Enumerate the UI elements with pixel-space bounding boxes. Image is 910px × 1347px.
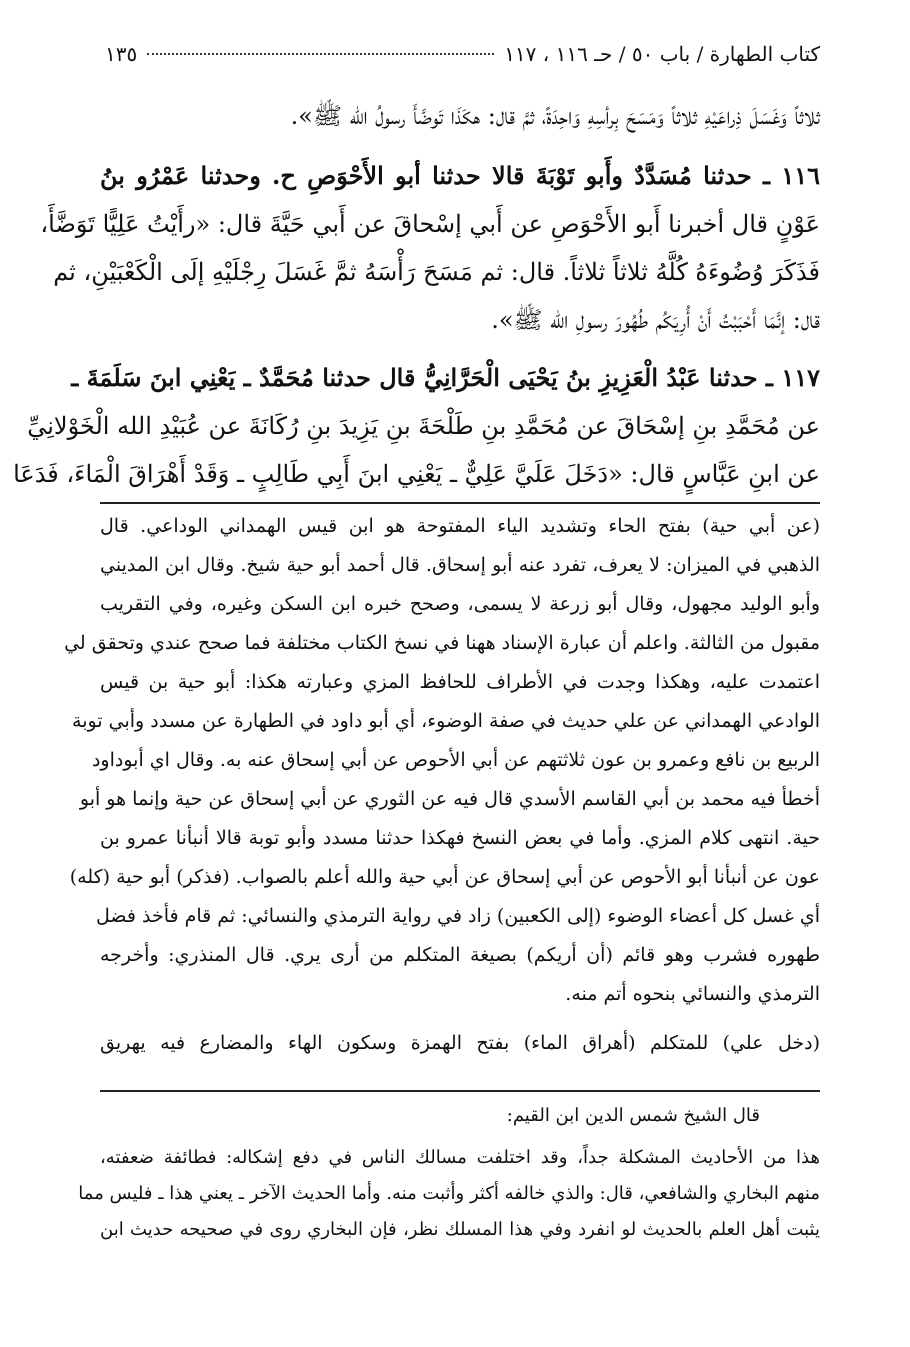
commentary-line: الربيع بن نافع وعمرو بن عون ثلاثتهم عن أبي الأحوص عن أبي إسحاق عنه به. وقال اي أبوداود <box>91 749 820 771</box>
hadith-line: قال: إنَّمَا أَحْبَبْتُ أَنْ أُرِيَكُم طُهُورَ رسولِ الله ﷺ». <box>491 306 820 334</box>
ibn-qayyim-line: يثبت أهل العلم بالحديث لو انفرد وفي هذا المسلك نظر، فإن البخاري روى في صحيحه حديث ابن <box>100 1219 820 1240</box>
ibn-qayyim-line: منهم البخاري والشافعي، قال: والذي خالفه أكثر وأثبت منه. وأما الحديث الآخر ـ يعني هذا ـ فليس مما <box>78 1183 820 1204</box>
book-title: كتاب الطهارة / باب ٥٠ / حـ ١١٦ ، ١١٧ <box>504 42 820 66</box>
commentary-line: الترمذي والنسائي بنحوه أتم منه. <box>565 983 820 1005</box>
commentary-line: اعتمدت عليه، وهكذا وجدت في الأطراف للحافظ المزي وعبارته هكذا: أبو حية بن قيس <box>100 671 820 693</box>
commentary-line: أخطأ فيه محمد بن أبي القاسم الأسدي قال فيه عن الثوري عن أبي إسحاق عن حية وإنما هو أبو <box>79 788 820 810</box>
commentary-line: عون عن أنبأنا أبو الأحوص عن أبي إسحاق عن أبي حية والله أعلم بالصواب. (فذكر) أبو حية (كله) <box>69 866 820 888</box>
commentary-line: أي غسل كل أعضاء الوضوء (إلى الكعبين) زاد في رواية الترمذي والنسائي: ثم قام فأخذ فضل <box>95 905 820 927</box>
commentary-line: طهوره فشرب وهو قائم (أن أريكم) بصيغة المتكلم من أرى يري. قال المنذري: وأخرجه <box>100 944 820 966</box>
hadith-line: عَوْنٍ قال أخبرنا أَبو الأَحْوَصِ عن أَبي إسْحاقَ عن أَبي حَيَّةَ قال: «رأَيْتُ عَلِيًّا تَوَضَّأَ، <box>40 210 820 238</box>
commentary-line: وأبو الوليد مجهول، وقال أبو زرعة لا يسمى، وصحح خبره ابن السكن وغيره، وفي التقريب <box>100 593 820 615</box>
dotted-leader <box>147 53 494 55</box>
running-header <box>105 42 820 66</box>
hadith-117-line: ١١٧ ـ حدثنا عَبْدُ الْعَزِيزِ بنُ يَحْيَى الْحَرَّانِيُّ قال حدثنا مُحَمَّدٌ ـ يَعْنِي ابنَ سَلَمَةَ ـ <box>71 363 820 392</box>
hadith-line: عن ابنِ عَبَّاسٍ قال: «دَخَلَ عَلَيَّ عَلِيٌّ ـ يَعْنِي ابنَ أَبِي طَالِبٍ ـ وَقَدْ أَهْرَاقَ الْمَاءَ، فَدَعَا <box>13 460 820 488</box>
ibn-qayyim-heading: قال الشيخ شمس الدين ابن القيم: <box>506 1105 760 1126</box>
hadith-line: ثلاثاً وَغَسَلَ ذِراعَيْهِ ثلاثاً وَمَسَحَ بِرأسِهِ وَاحِدَةً، ثمَّ قال: هكَذَا تَوضَّأَ رسولُ الله ﷺ». <box>290 102 820 130</box>
commentary-text <box>64 507 820 1063</box>
commentary-line: (عن أبي حية) بفتح الحاء وتشديد الياء المفتوحة هو ابن قيس الهمداني الوداعي. قال <box>100 515 820 537</box>
hadith-line: عن مُحَمَّدِ بنِ إسْحَاقَ عن مُحَمَّدِ بنِ طَلْحَةَ بنِ يَزِيدَ بنِ رُكَانَةَ عن عُبَيْدِ الله الْخَوْلانِيِّ <box>27 412 820 440</box>
commentary-line: مقبول من الثالثة. واعلم أن عبارة الإسناد ههنا في نسخ الكتاب مختلفة فما صحح عندي وتحقق لي <box>64 632 820 654</box>
commentary-line: حية. انتهى كلام المزي. وأما في بعض النسخ فهكذا حدثنا مسدد وأبو توبة قالا أنبأنا عمرو بن <box>100 827 820 849</box>
page-number: ١٣٥ <box>105 42 138 66</box>
divider-rule <box>100 502 820 504</box>
hadith-line: فَذَكَرَ وُضُوءَهُ كُلَّهُ ثلاثاً ثلاثاً. قال: ثم مَسَحَ رَأْسَهُ ثمَّ غَسَلَ رِجْلَيْهِ إلَى الْكَعْبَيْنِ، ثم <box>53 258 820 286</box>
commentary-line: الذهبي في الميزان: لا يعرف، تفرد عنه أبو إسحاق. قال أحمد أبو حية شيخ. وقال ابن المديني <box>100 554 820 576</box>
commentary-line: الوادعي الهمداني عن علي حديث في صفة الوضوء، أي أبو داود في الطهارة عن مسدد وأبي توبة <box>72 710 820 732</box>
hadith-text <box>13 92 820 498</box>
divider-rule <box>100 1090 820 1092</box>
hadith-116-line: ١١٦ ـ حدثنا مُسَدَّدٌ وأَبو تَوْبَةَ قالا حدثنا أبو الأَحْوَصِ ح. وحدثنا عَمْرُو بنُ <box>100 161 820 190</box>
ibn-qayyim-text <box>78 1098 820 1248</box>
commentary-line-continued: (دخل علي) للمتكلم (أهراق الماء) بفتح الهمزة وسكون الهاء والمضارع فيه يهريق <box>100 1032 820 1054</box>
ibn-qayyim-line: هذا من الأحاديث المشكلة جداً، وقد اختلفت مسالك الناس في دفع إشكاله: فطائفة ضعفته، <box>100 1147 820 1168</box>
